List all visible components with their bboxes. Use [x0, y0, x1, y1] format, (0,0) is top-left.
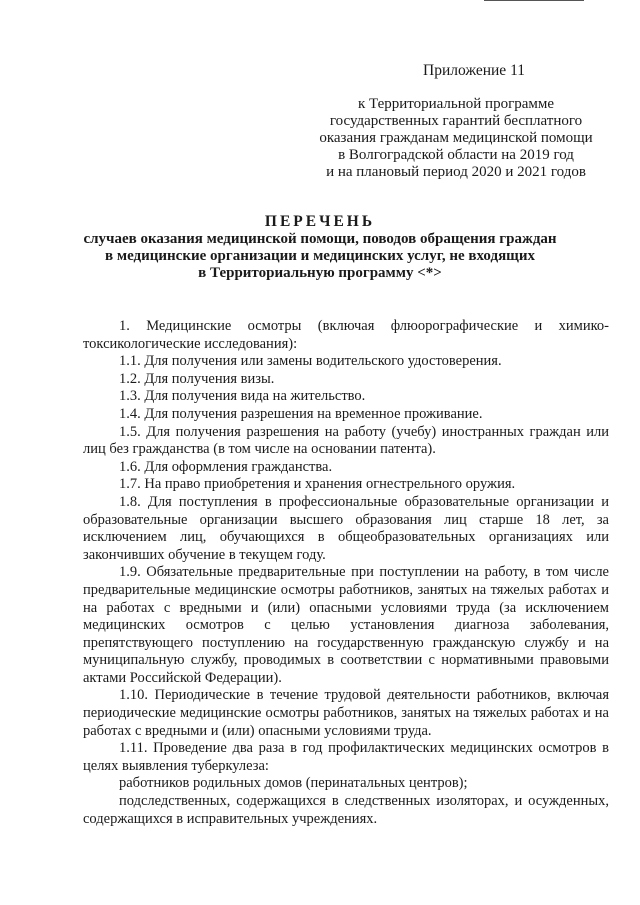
paragraph-1-1: 1.1. Для получения или замены водительского удостоверения.	[119, 353, 502, 370]
header-rule	[484, 0, 584, 1]
paragraph-1-10: 1.10. Периодические в течение трудовой деятельности работников, включая периодические медицинские осмотры работников, занятых на тяжелых работах и на работах с вредными и (или) опасными условиями труда.	[83, 687, 609, 739]
paragraph-maternity-workers: работников родильных домов (перинатальных центров);	[119, 775, 468, 792]
appendix-reference-line: к Территориальной программе	[357, 96, 555, 112]
subtitle-line: в медицинские организации и медицинских услуг, не входящих	[105, 248, 535, 264]
paragraph-detainees: подследственных, содержащихся в следственных изоляторах, и осужденных, содержащихся в исправительных учреждениях.	[83, 793, 609, 827]
appendix-reference	[306, 96, 606, 181]
appendix-reference-line: государственных гарантий бесплатного	[329, 113, 583, 129]
appendix-reference-line: и на плановый период 2020 и 2021 годов	[326, 164, 586, 180]
paragraph-1: 1. Медицинские осмотры (включая флюорографические и химико-токсикологические исследования):	[83, 318, 609, 352]
appendix-reference-line: в Волгоградской области на 2019 год	[338, 147, 574, 163]
document-title: ПЕРЕЧЕНЬ	[264, 213, 376, 230]
document-subtitle	[60, 231, 580, 282]
paragraph-1-9: 1.9. Обязательные предварительные при поступлении на работу, в том числе предварительные медицинские осмотры работников, занятых на тяжелых работах и на работах с вредными и (или) опасными условиями труда (за исключением медицинских осмотров с целью установления диагноза заболевания, препятствующего поступлению на государственную гражданскую службу и на муниципальную службу, проводимых в соответствии с нормативными правовыми актами Российской Федерации).	[83, 564, 609, 686]
paragraph-1-5: 1.5. Для получения разрешения на работу (учебу) иностранных граждан или лиц без гражданства (в том числе на основании патента).	[83, 423, 609, 458]
paragraph-1-7: 1.7. На право приобретения и хранения огнестрельного оружия.	[119, 476, 516, 493]
subtitle-line: случаев оказания медицинской помощи, поводов обращения граждан	[83, 231, 557, 247]
paragraph-1-6: 1.6. Для оформления гражданства.	[119, 458, 333, 475]
paragraph-1-4: 1.4. Для получения разрешения на временное проживание.	[119, 405, 483, 422]
appendix-number: Приложение 11	[423, 62, 525, 79]
paragraph-1-11: 1.11. Проведение два раза в год профилактических медицинских осмотров в целях выявления туберкулеза:	[83, 740, 609, 774]
paragraph-1-2: 1.2. Для получения визы.	[119, 370, 275, 387]
paragraph-1-8: 1.8. Для поступления в профессиональные образовательные организации и образовательные организации высшего образования лиц старше 18 лет, за исключением лиц, обучающихся в общеобразовательных организациях или закончивших обучение в текущем году.	[83, 493, 609, 563]
document-body	[83, 318, 609, 828]
appendix-reference-line: оказания гражданам медицинской помощи	[319, 130, 593, 146]
subtitle-line: в Территориальную программу <*>	[198, 265, 442, 281]
paragraph-1-3: 1.3. Для получения вида на жительство.	[119, 388, 366, 405]
